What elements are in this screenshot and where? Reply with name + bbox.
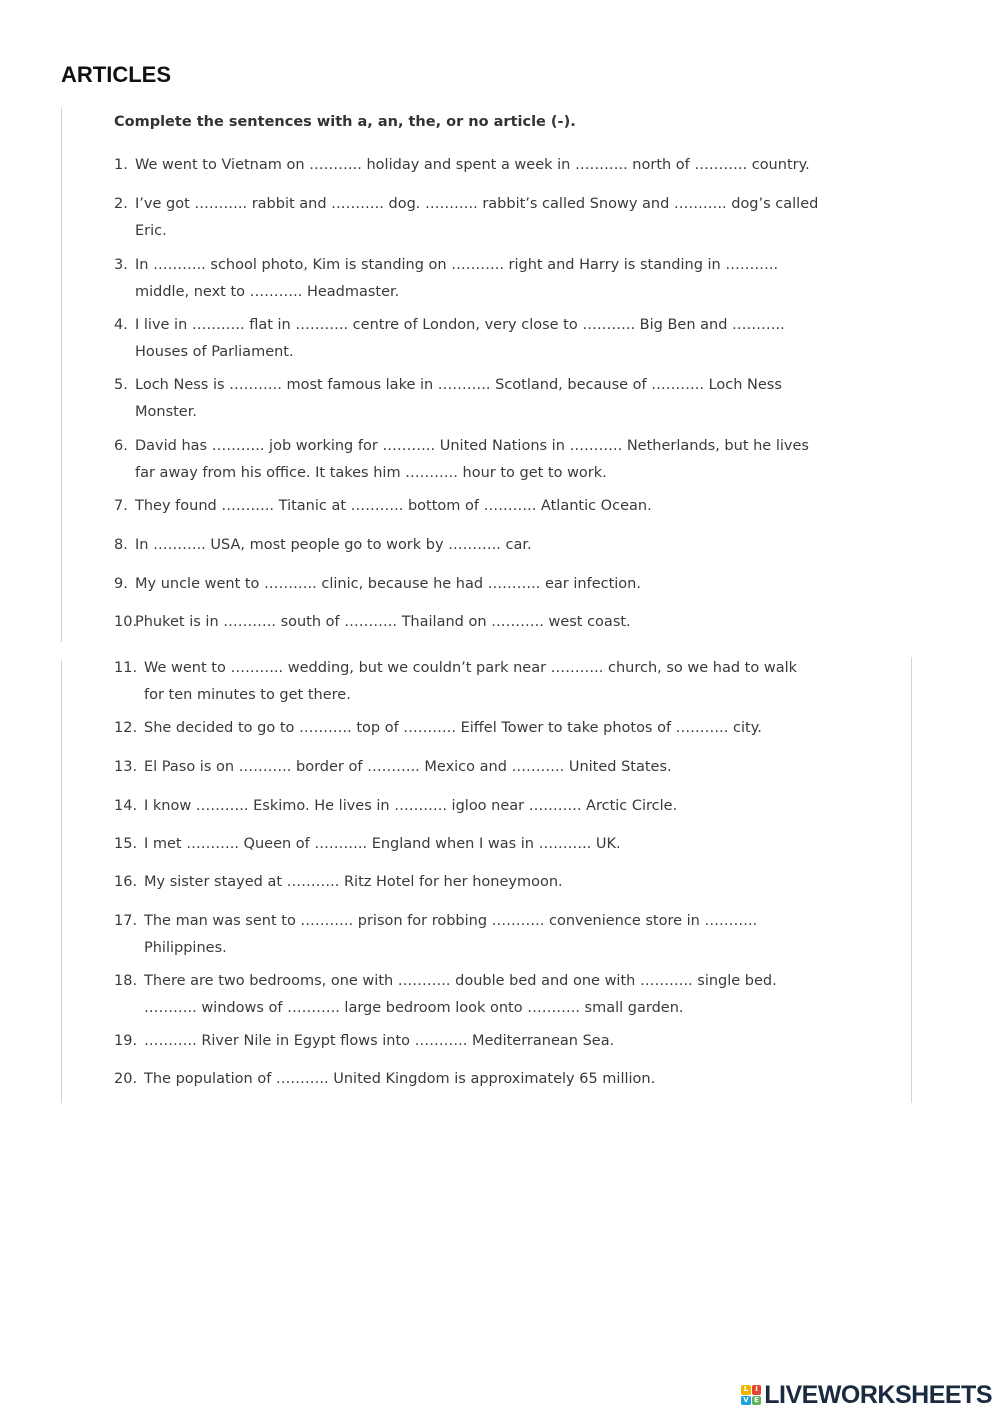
exercise-item bbox=[114, 191, 874, 245]
exercise-text: ……….. River Nile in Egypt flows into ……….. Mediterranean Sea. bbox=[144, 1033, 615, 1049]
exercise-text: My sister stayed at ……….. Ritz Hotel for her honeymoon. bbox=[144, 874, 563, 890]
exercise-text-continued: Philippines. bbox=[144, 940, 227, 956]
exercise-number: 20. bbox=[114, 1071, 138, 1087]
exercise-item bbox=[114, 532, 874, 559]
exercise-text: Loch Ness is ……….. most famous lake in ……….. Scotland, because of ……….. Loch Ness bbox=[135, 377, 782, 393]
exercise-number: 5. bbox=[114, 377, 128, 393]
exercise-text: We went to Vietnam on ……….. holiday and spent a week in ……….. north of ……….. country. bbox=[135, 157, 810, 173]
exercise-item bbox=[114, 609, 874, 636]
liveworksheets-logo-icon bbox=[741, 1385, 761, 1405]
logo-square: L bbox=[741, 1385, 751, 1395]
exercise-item bbox=[114, 908, 874, 962]
exercise-number: 12. bbox=[114, 720, 138, 736]
exercise-text: We went to ……….. wedding, but we couldn’t park near ……….. church, so we had to walk bbox=[144, 660, 798, 676]
margin-line-right bbox=[911, 657, 912, 1103]
exercise-text: In ……….. school photo, Kim is standing on ……….. right and Harry is standing in ……….. bbox=[135, 257, 779, 273]
exercise-number: 9. bbox=[114, 576, 128, 592]
exercise-item bbox=[114, 754, 874, 781]
exercise-item bbox=[114, 571, 874, 598]
exercise-text-continued: far away from his office. It takes him ……….. hour to get to work. bbox=[135, 465, 607, 481]
exercise-number: 2. bbox=[114, 196, 128, 212]
exercise-item bbox=[114, 831, 874, 858]
exercise-number: 19. bbox=[114, 1033, 138, 1049]
exercise-text-continued: Houses of Parliament. bbox=[135, 344, 294, 360]
exercise-text: She decided to go to ……….. top of ……….. Eiffel Tower to take photos of ……….. city. bbox=[144, 720, 762, 736]
exercise-text: There are two bedrooms, one with ……….. double bed and one with ……….. single bed. bbox=[144, 973, 777, 989]
exercise-text: They found ……….. Titanic at ……….. bottom of ……….. Atlantic Ocean. bbox=[135, 498, 652, 514]
exercise-text: I’ve got ……….. rabbit and ……….. dog. ……….. rabbit’s called Snowy and ……….. dog’s called bbox=[135, 196, 819, 212]
page-title: ARTICLES bbox=[61, 62, 171, 87]
exercise-text: Phuket is in ……….. south of ……….. Thailand on ……….. west coast. bbox=[135, 614, 631, 630]
exercise-number: 1. bbox=[114, 157, 128, 173]
logo-square: I bbox=[752, 1385, 762, 1395]
margin-line-left-top bbox=[61, 107, 62, 642]
exercise-text: I live in ……….. flat in ……….. centre of London, very close to ……….. Big Ben and ……….. bbox=[135, 317, 785, 333]
exercise-item bbox=[114, 869, 874, 896]
margin-line-left-bottom bbox=[61, 660, 62, 1103]
exercise-number: 17. bbox=[114, 913, 138, 929]
logo-square: E bbox=[752, 1396, 762, 1406]
exercise-item bbox=[114, 372, 874, 426]
exercise-text: The man was sent to ……….. prison for robbing ……….. convenience store in ……….. bbox=[144, 913, 758, 929]
exercise-text: The population of ……….. United Kingdom is approximately 65 million. bbox=[144, 1071, 656, 1087]
exercise-item bbox=[114, 793, 874, 820]
exercise-text: My uncle went to ……….. clinic, because he had ……….. ear infection. bbox=[135, 576, 641, 592]
exercise-item bbox=[114, 1028, 874, 1055]
exercise-number: 15. bbox=[114, 836, 138, 852]
exercise-text-continued: middle, next to ……….. Headmaster. bbox=[135, 284, 400, 300]
logo-square: V bbox=[741, 1396, 751, 1406]
exercise-number: 6. bbox=[114, 438, 128, 454]
liveworksheets-logo-text: LIVEWORKSHEETS bbox=[764, 1380, 992, 1409]
exercise-number: 14. bbox=[114, 798, 138, 814]
exercise-text: In ……….. USA, most people go to work by ……….. car. bbox=[135, 537, 532, 553]
exercise-item bbox=[114, 655, 874, 709]
exercise-item bbox=[114, 715, 874, 742]
exercise-number: 7. bbox=[114, 498, 128, 514]
liveworksheets-logo bbox=[741, 1382, 992, 1408]
instruction-text: Complete the sentences with a, an, the, or no article (-). bbox=[114, 114, 576, 130]
exercise-number: 11. bbox=[114, 660, 138, 676]
exercise-text: I know ……….. Eskimo. He lives in ……….. igloo near ……….. Arctic Circle. bbox=[144, 798, 678, 814]
exercise-number: 3. bbox=[114, 257, 128, 273]
exercise-text-continued: ……….. windows of ……….. large bedroom look onto ……….. small garden. bbox=[144, 1000, 684, 1016]
exercise-text: El Paso is on ……….. border of ……….. Mexico and ……….. United States. bbox=[144, 759, 672, 775]
exercise-item bbox=[114, 493, 874, 520]
exercise-number: 10. bbox=[114, 614, 138, 630]
exercise-text: I met ……….. Queen of ……….. England when I was in ……….. UK. bbox=[144, 836, 621, 852]
exercise-number: 4. bbox=[114, 317, 128, 333]
exercise-number: 13. bbox=[114, 759, 138, 775]
exercise-text-continued: for ten minutes to get there. bbox=[144, 687, 351, 703]
exercise-item bbox=[114, 968, 874, 1022]
exercise-text-continued: Monster. bbox=[135, 404, 197, 420]
exercise-text: David has ……….. job working for ……….. United Nations in ……….. Netherlands, but he lives bbox=[135, 438, 809, 454]
exercise-number: 18. bbox=[114, 973, 138, 989]
exercise-item bbox=[114, 312, 874, 366]
exercise-number: 8. bbox=[114, 537, 128, 553]
exercise-item bbox=[114, 152, 874, 179]
exercise-item bbox=[114, 252, 874, 306]
exercise-item bbox=[114, 1066, 874, 1093]
exercise-number: 16. bbox=[114, 874, 138, 890]
exercise-text-continued: Eric. bbox=[135, 223, 167, 239]
exercise-item bbox=[114, 433, 874, 487]
